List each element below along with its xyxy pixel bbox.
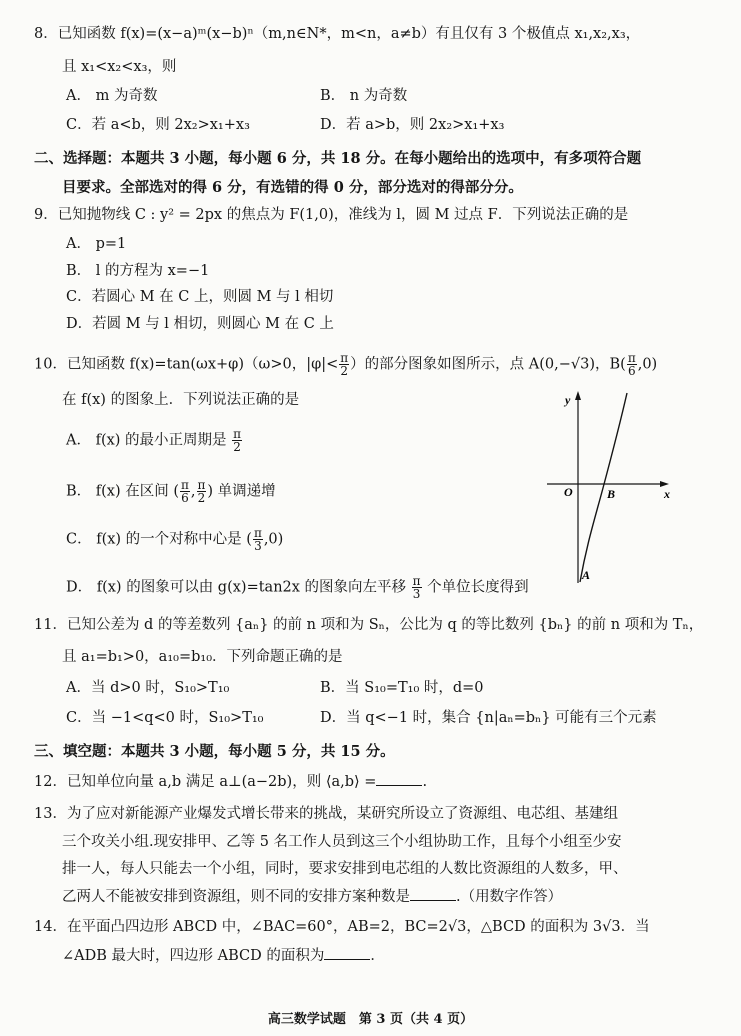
q13-line2: 三个攻关小组.现安排甲、乙等 5 名工作人员到这三个小组协助工作，且每个小组至少安 [62,834,622,850]
q13-line3: 排一人，每人只能去一个小组，同时，要求安排到电芯组的人数比资源组的人数多，甲、 [62,861,628,877]
q11-option-d: D．当 q<−1 时，集合 {n|aₙ=bₙ} 可能有三个元素 [320,710,657,726]
q13-line1-text: 为了应对新能源产业爆发式增长带来的挑战，某研究所设立了资源组、电芯组、基建组 [66,806,618,822]
frac-num: π [233,427,242,441]
frac-den: 3 [254,539,262,553]
frac-den: 3 [412,587,421,601]
q10-phi-bound-fraction [339,352,349,377]
q10-stem-c: ,0) [637,356,658,373]
q13-line4-text: 乙两人不能被安排到资源组，则不同的安排方案种数是 [62,889,410,905]
q10-stem-b: ）的部分图象如图所示，点 A(0,−√3)，B( [350,356,626,373]
y-axis-label: y [565,393,571,407]
q8-number: 8． [34,26,58,42]
q8-option-b: B． n 为奇数 [320,88,408,104]
q9-number: 9． [34,207,58,223]
q8-stem-text: 已知函数 f(x)=(x−a)ᵐ(x−b)ⁿ（m,n∈N*，m<n，a≠b）有且仅有 3 个极值点 x₁,x₂,x₃， [57,26,641,42]
origin-label: O [564,485,573,499]
q14-answer-blank [324,945,370,960]
section2-header-line2: 目要求。全部选对的得 6 分，有选错的得 0 分，部分选对的得部分分。 [62,179,523,196]
q10-option-a-fraction [232,428,242,453]
q10-option-b-fraction-2 [197,479,207,504]
frac-num: π [340,351,349,365]
q14-line2-text: ∠ADB 最大时，四边形 ABCD 的面积为 [62,948,325,964]
q8-option-a: A． m 为奇数 [66,88,158,104]
q12-number: 12． [34,774,67,790]
page-footer [0,1008,741,1027]
q10-option-d-tail: 个单位长度得到 [427,579,529,596]
q11-option-c: C．当 −1<q<0 时，S₁₀>T₁₀ [66,710,264,726]
q11-stem-text: 已知公差为 d 的等差数列 {aₙ} 的前 n 项和为 Sₙ，公比为 q 的等比数列 {bₙ} 的前 n 项和为 Tₙ， [66,617,704,633]
q10-tangent-graph [545,388,680,588]
q10-stem-line1 [34,352,657,377]
q8-option-c: C．若 a<b，则 2x₂>x₁+x₃ [66,117,250,133]
q10-option-c-text: C． f(x) 的一个对称中心是 ( [66,531,252,548]
q10-option-c [66,527,283,552]
point-b-label: B [607,487,616,501]
q13-line4 [62,886,562,907]
x-axis-label: x [664,487,670,501]
frac-den: 6 [181,491,189,505]
q10-option-a [66,428,243,453]
q10-stem-a: 已知函数 f(x)=tan(ωx+φ)（ω>0，|φ|< [66,356,339,373]
frac-num: π [181,478,189,492]
q10-number: 10． [34,356,67,373]
q11-option-a: A．当 d>0 时，S₁₀>T₁₀ [66,680,230,696]
q10-option-d-fraction [412,575,422,600]
q12-stem [34,771,427,792]
q9-option-d: D．若圆 M 与 l 相切，则圆心 M 在 C 上 [66,316,334,332]
q13-line4-tail: .（用数字作答） [456,889,563,905]
q13-line1 [34,804,618,824]
q14-line2 [62,945,385,966]
q14-number: 14． [34,919,67,935]
q8-stem-line1 [34,24,640,44]
q10-point-b-fraction [627,352,637,377]
q10-option-d-text: D． f(x) 的图象可以由 g(x)=tan2x 的图象向左平移 [66,579,407,596]
q13-answer-blank [410,886,456,901]
q9-option-a: A． p=1 [66,236,127,252]
q9-stem-text: 已知抛物线 C : y² = 2px 的焦点为 F(1,0)，准线为 l，圆 M 过点 F．下列说法正确的是 [57,207,629,223]
frac-den: 6 [627,364,636,378]
q14-line1-text: 在平面凸四边形 ABCD 中，∠BAC=60°，AB=2，BC=2√3，△BCD 的面积为 3√3．当 [66,919,650,935]
q10-option-b-fraction-1 [180,479,190,504]
q10-option-b [66,479,276,504]
q11-number: 11． [34,617,67,633]
q12-tail: . [422,774,428,790]
q12-stem-text: 已知单位向量 a,b 满足 a⊥(a−2b)，则 ⟨a,b⟩ = [66,774,377,790]
y-axis-arrow-icon [575,391,581,400]
q9-option-b: B． l 的方程为 x=−1 [66,263,210,279]
q10-stem-line2: 在 f(x) 的图象上．下列说法正确的是 [62,392,300,408]
q10-option-b-comma: , [190,483,196,500]
q8-option-d: D．若 a>b，则 2x₂>x₁+x₃ [320,117,505,133]
section3-header: 三、填空题：本题共 3 小题，每小题 5 分，共 15 分。 [34,743,395,760]
q10-option-b-tail: ) 单调递增 [207,483,276,500]
q13-number: 13． [34,806,67,822]
q11-stem-line1 [34,615,703,635]
frac-num: π [627,351,636,365]
q10-option-c-fraction [253,527,263,552]
q9-option-c: C．若圆心 M 在 C 上，则圆 M 与 l 相切 [66,289,334,305]
q12-answer-blank [376,771,422,786]
frac-num: π [253,526,262,540]
q11-option-b: B．当 S₁₀=T₁₀ 时，d=0 [320,680,484,696]
q11-stem-line2: 且 a₁=b₁>0，a₁₀=b₁₀．下列命题正确的是 [62,649,343,665]
tangent-curve [580,393,627,582]
frac-den: 2 [233,440,241,454]
q14-line2-tail: ． [370,948,385,964]
frac-num: π [197,478,206,492]
q10-option-a-text: A． f(x) 的最小正周期是 [66,432,227,449]
frac-num: π [412,574,421,588]
q10-option-d [66,575,529,600]
q14-line1 [34,917,650,937]
q10-option-b-text: B． f(x) 在区间 ( [66,483,179,500]
q8-stem-line2: 且 x₁<x₂<x₃，则 [62,59,177,75]
frac-den: 2 [340,364,349,378]
point-a-label: A [582,568,591,582]
section2-header-line1: 二、选择题：本题共 3 小题，每小题 6 分，共 18 分。在每小题给出的选项中，有多项符合题 [34,150,642,167]
frac-den: 2 [197,491,206,505]
footer-text: 高三数学试题 第 3 页（共 4 页） [267,1012,474,1027]
q10-option-c-tail: ,0) [263,531,284,548]
q9-stem [34,205,628,225]
